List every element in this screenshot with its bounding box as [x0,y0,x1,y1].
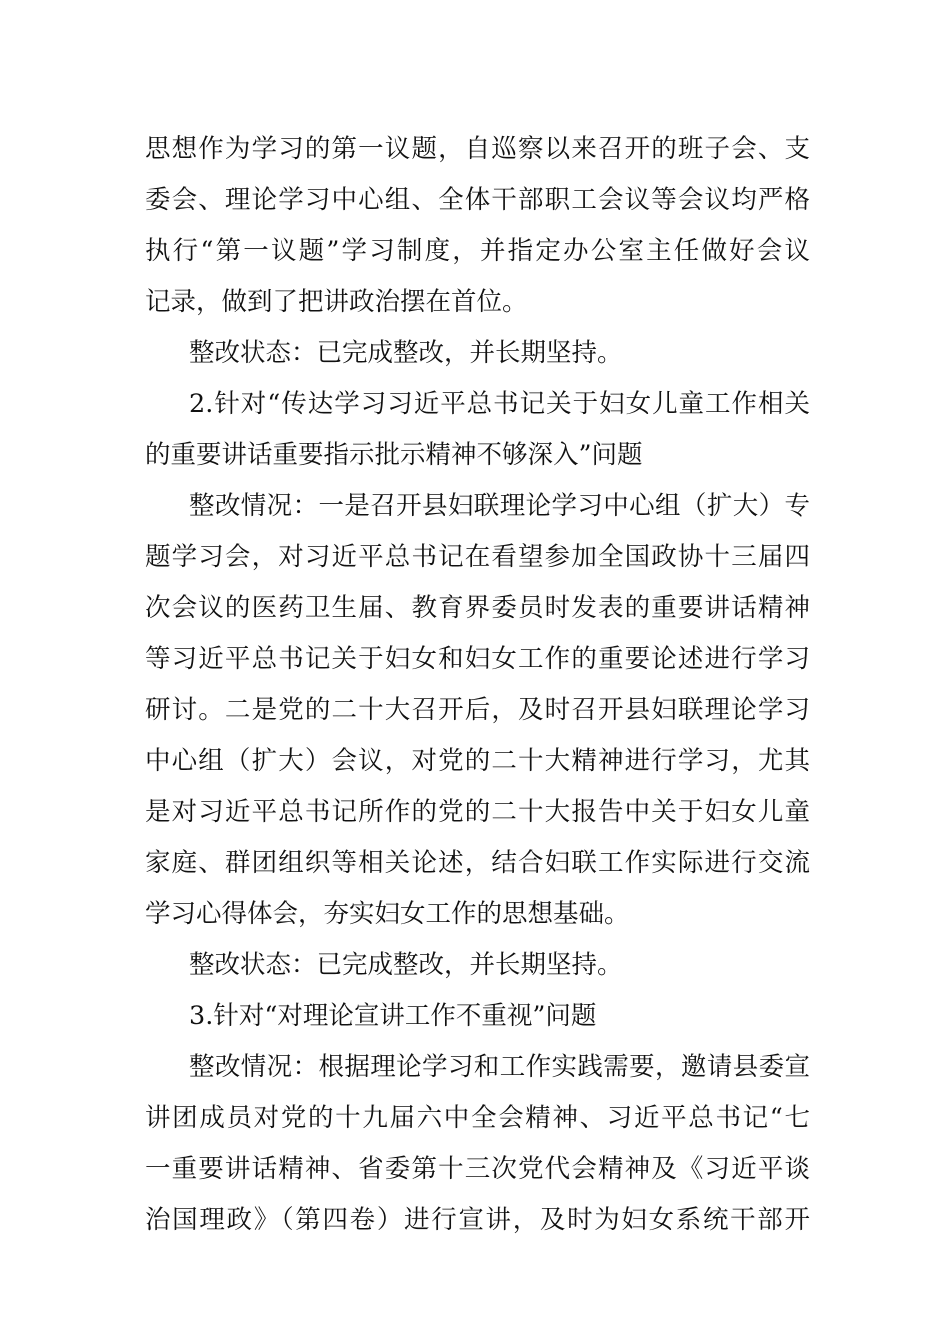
rectification-details: 整改情况：一是召开县妇联理论学习中心组（扩大）专 [189,491,810,521]
body-text-line: 家庭、群团组织等相关论述，结合妇联工作实际进行交流 [145,848,810,878]
item-heading: 3.针对“对理论宣讲工作不重视”问题 [189,1001,597,1031]
item-heading: 2.针对“传达学习习近平总书记关于妇女儿童工作相关 [189,389,810,419]
body-text-line: 题学习会，对习近平总书记在看望参加全国政协十三届四 [145,542,810,572]
body-text-line: 等习近平总书记关于妇女和妇女工作的重要论述进行学习 [145,644,810,674]
rectification-details: 整改情况：根据理论学习和工作实践需要，邀请县委宣 [189,1052,810,1082]
body-text-line: 讲团成员对党的十九届六中全会精神、习近平总书记“七 [145,1103,810,1133]
body-text-line: 一重要讲话精神、省委第十三次党代会精神及《习近平谈 [145,1154,810,1184]
body-text-line: 中心组（扩大）会议，对党的二十大精神进行学习，尤其 [145,746,810,776]
rectification-status: 整改状态：已完成整改，并长期坚持。 [189,950,623,980]
item-heading-continuation: 的重要讲话重要指示批示精神不够深入”问题 [145,440,643,470]
rectification-status: 整改状态：已完成整改，并长期坚持。 [189,338,623,368]
body-text-line: 学习心得体会，夯实妇女工作的思想基础。 [145,899,630,929]
body-text-line: 记录，做到了把讲政治摆在首位。 [145,287,528,317]
body-text-line: 次会议的医药卫生届、教育界委员时发表的重要讲话精神 [145,593,810,623]
body-text-line: 执行“第一议题”学习制度，并指定办公室主任做好会议 [145,236,810,266]
body-text-line: 治国理政》（第四卷）进行宣讲，及时为妇女系统干部开 [145,1205,810,1235]
body-text-line: 研讨。二是党的二十大召开后，及时召开县妇联理论学习 [145,695,810,725]
body-text-line: 是对习近平总书记所作的党的二十大报告中关于妇女儿童 [145,797,810,827]
body-text-line: 委会、理论学习中心组、全体干部职工会议等会议均严格 [145,185,810,215]
body-text-line: 思想作为学习的第一议题，自巡察以来召开的班子会、支 [145,134,810,164]
